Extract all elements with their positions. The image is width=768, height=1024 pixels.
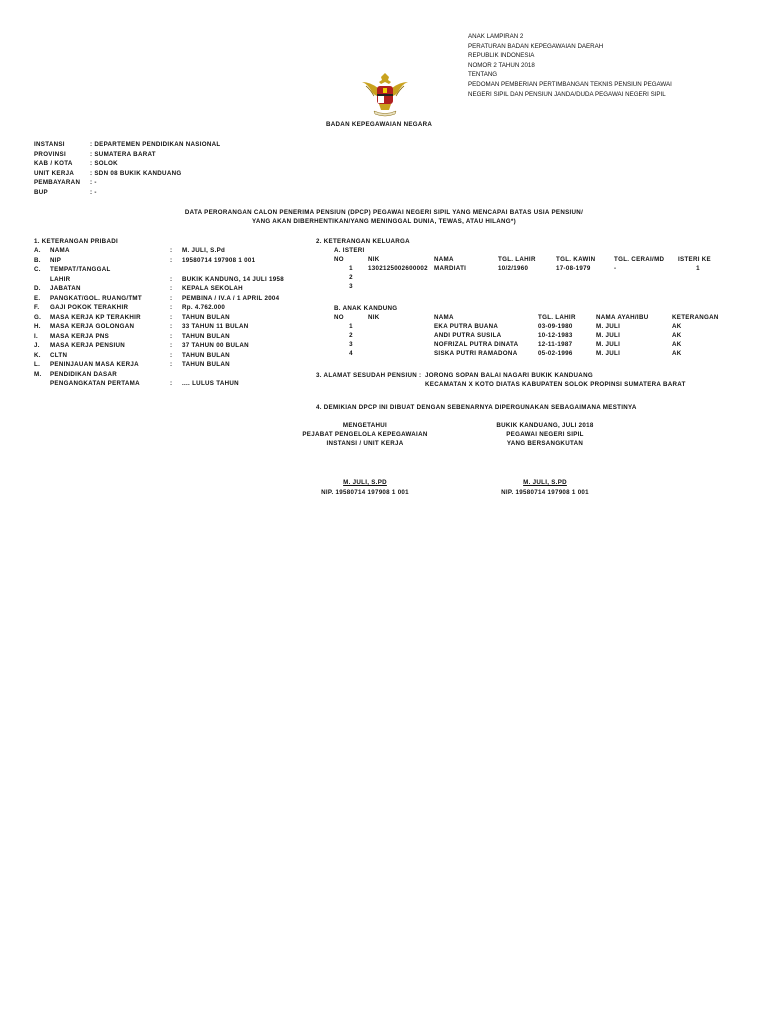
child-cell: SISKA PUTRI RAMADONA [434,350,518,357]
personal-row [34,322,312,332]
signature-left [290,421,440,448]
personal-row-code: M. [34,370,42,378]
personal-row-value: TAHUN BULAN [182,313,230,321]
personal-row-label: PENINJAUAN MASA KERJA [50,361,139,368]
personal-row-colon: : [170,313,173,321]
address-line: KECAMATAN X KOTO DIATAS KABUPATEN SOLOK PROPINSI SUMATERA BARAT [425,381,686,388]
signature-left-nip: NIP. 19580714 197908 1 001 [321,489,409,496]
personal-row [34,370,312,380]
personal-row [34,341,312,351]
personal-row-label: MASA KERJA PNS [50,332,110,340]
personal-rows [34,246,312,389]
personal-row-label: PENDIDIKAN DASAR [50,370,118,378]
personal-row-value: TAHUN BULAN [182,351,230,359]
personal-row-value: TAHUN BULAN [182,332,230,340]
attachment-line: TENTANG [468,71,498,79]
spouse-row [334,282,718,291]
children-table [334,313,722,358]
institution-label: PROVINSI [34,150,66,158]
child-cell: 12-11-1987 [538,341,573,348]
personal-row-code: E. [34,294,41,302]
child-cell: 1 [349,323,353,330]
personal-row-colon: : [170,304,173,311]
child-cell: 3 [349,341,353,348]
children-column-header: TGL. LAHIR [538,314,576,321]
institution-row [34,159,221,169]
spouse-cell: 3 [349,283,353,290]
institution-value: : - [90,188,97,196]
spouse-cell: - [614,265,617,272]
signature-line: PEGAWAI NEGERI SIPIL [506,431,584,438]
personal-row-value: TAHUN BULAN [182,361,230,368]
signature-right-nip: NIP. 19580714 197908 1 001 [501,489,589,496]
personal-row-label: GAJI POKOK TERAKHIR [50,304,129,311]
spouse-cell: 10/2/1960 [498,265,529,272]
personal-row-label: JABATAN [50,285,81,292]
institution-label: INSTANSI [34,141,65,148]
children-column-header: NAMA AYAH/IBU [596,314,649,321]
personal-row-colon: : [170,247,173,254]
personal-row-label: MASA KERJA PENSIUN [50,342,126,349]
spouse-cell: 1 [349,265,353,272]
attachment-line: PEDOMAN PEMBERIAN PERTIMBANGAN TEKNIS PENSIUN PEGAWAI [468,80,672,88]
child-cell: ANDI PUTRA SUSILA [434,332,502,339]
personal-row [34,246,312,256]
spouse-column-header: NIK [368,256,380,263]
personal-row-code: H. [34,323,41,330]
institution-label: KAB / KOTA [34,160,73,167]
spouse-table-header [334,255,718,264]
personal-row-colon: : [170,323,173,330]
spouse-column-header: TGL. LAHIR [498,256,536,263]
personal-row-value: .... LULUS TAHUN [182,380,239,387]
personal-row-label: CLTN [50,351,68,359]
institution-label: PEMBAYARAN [34,179,81,186]
institution-label: BUP [34,188,48,196]
document-title-line: YANG AKAN DIBERHENTIKAN/YANG MENINGGAL DUNIA, TEWAS, ATAU HILANG*) [252,218,516,225]
document-title-line: DATA PERORANGAN CALON PENERIMA PENSIUN (DPCP) PEGAWAI NEGERI SIPIL YANG MENCAPAI BATAS USIA PENSIUN/ [184,209,584,216]
personal-row-colon: : [170,380,173,387]
personal-row-value: 37 TAHUN 00 BULAN [182,342,249,349]
child-cell: 05-02-1996 [538,350,573,357]
address-label: 3. ALAMAT SESUDAH PENSIUN : [316,372,422,379]
personal-row-value: Rp. 4.762.000 [182,304,226,311]
personal-row-value: KEPALA SEKOLAH [182,285,243,292]
child-cell: AK [672,323,682,330]
institution-label: UNIT KERJA [34,169,75,177]
spouse-row [334,264,718,273]
spouse-heading: A. ISTERI [334,247,365,254]
children-table-header [334,313,722,322]
statement: 4. DEMIKIAN DPCP INI DIBUAT DENGAN SEBENARNYA DIPERGUNAKAN SEBAGAIMANA MESTINYA [316,404,637,411]
signature-right [470,421,620,448]
child-cell: NOFRIZAL PUTRA DINATA [434,341,519,348]
family-heading: 2. KETERANGAN KELUARGA [316,238,410,245]
institution-block [34,140,221,197]
personal-heading: 1. KETERANGAN PRIBADI [34,238,118,245]
child-cell: AK [672,350,682,357]
personal-row [34,313,312,323]
personal-row [34,275,312,285]
personal-row [34,265,312,275]
institution-row [34,140,221,150]
spouse-column-header: TGL. KAWIN [556,256,596,263]
personal-row [34,360,312,370]
spouse-column-header: ISTERI KE [678,256,711,263]
personal-row-colon: : [170,294,173,302]
signature-line: BUKIK KANDUANG, JULI 2018 [496,422,594,429]
attachment-line: PERATURAN BADAN KEPEGAWAIAN DAERAH [468,42,604,50]
address-line: JORONG SOPAN BALAI NAGARI BUKIK KANDUANG [425,372,593,379]
attachment-block [468,32,672,99]
institution-value: : - [90,179,97,186]
child-cell: 10-12-1983 [538,332,573,339]
personal-row-label: NAMA [50,247,70,254]
personal-row-colon: : [170,351,173,359]
personal-row-label: TEMPAT/TANGGAL [50,266,111,273]
personal-row-colon: : [170,285,173,292]
spouse-cell: 1302125002600002 [368,265,428,272]
spouse-column-header: NO [334,256,344,263]
spouse-column-header: NAMA [434,256,454,263]
spouse-cell: MARDIATI [434,265,467,272]
children-column-header: NO [334,314,344,321]
personal-row-label: MASA KERJA GOLONGAN [50,323,135,330]
personal-row-value: BUKIK KANDUNG, 14 JULI 1958 [182,275,284,283]
child-row [334,349,722,358]
child-cell: M. JULI [596,332,621,339]
personal-row-label: NIP [50,256,62,264]
child-cell: 2 [349,332,353,339]
institution-value: : SUMATERA BARAT [90,150,156,158]
personal-row-code: B. [34,256,41,264]
spouse-column-header: TGL. CERAI/MD [614,256,665,263]
personal-row-colon: : [170,361,173,368]
personal-row-code: L. [34,361,41,368]
signature-line: INSTANSI / UNIT KERJA [326,440,404,447]
personal-row-label: MASA KERJA KP TERAKHIR [50,313,141,321]
garuda-emblem-icon [360,70,410,118]
personal-row-code: F. [34,304,40,311]
signature-right-name: M. JULI, S.PD [523,479,567,486]
child-cell: M. JULI [596,323,621,330]
institution-value: : SOLOK [90,160,118,167]
signature-line: MENGETAHUI [342,422,388,429]
personal-row-colon: : [170,342,173,349]
personal-row-code: G. [34,313,42,321]
personal-row [34,351,312,361]
personal-row-colon: : [170,256,173,264]
institution-row [34,150,221,160]
spouse-cell: 1 [696,265,700,272]
attachment-line: NOMOR 2 TAHUN 2018 [468,61,535,69]
spouse-row [334,273,718,282]
personal-row-code: K. [34,351,41,359]
institution-value: : DEPARTEMEN PENDIDIKAN NASIONAL [90,141,221,148]
spouse-cell: 17-08-1979 [556,265,591,272]
personal-row [34,284,312,294]
signature-line: PEJABAT PENGELOLA KEPEGAWAIAN [302,431,428,438]
child-cell: 03-09-1980 [538,323,573,330]
spouse-cell: 2 [349,274,353,281]
children-column-header: KETERANGAN [672,314,719,321]
institution-row [34,178,221,188]
personal-row [34,256,312,266]
child-row [334,331,722,340]
spouse-table [334,255,718,291]
personal-row-code: D. [34,285,41,292]
personal-row-code: J. [34,342,40,349]
child-cell: M. JULI [596,350,621,357]
institution-row [34,169,221,179]
signature-line: YANG BERSANGKUTAN [506,440,584,447]
attachment-line: ANAK LAMPIRAN 2 [468,33,524,40]
personal-row [34,379,312,389]
child-cell: AK [672,332,682,339]
personal-row-label: PANGKAT/GOL. RUANG/TMT [50,294,142,302]
child-cell: 4 [349,350,353,357]
personal-row-code: I. [34,332,39,340]
child-cell: AK [672,341,682,348]
document-title [0,208,768,226]
personal-row-label: PENGANGKATAN PERTAMA [50,380,140,387]
institution-value: : SDN 08 BUKIK KANDUANG [90,169,182,177]
personal-row-colon: : [170,332,173,340]
personal-row-colon: : [170,275,173,283]
personal-row-value: 33 TAHUN 11 BULAN [182,323,249,330]
personal-row [34,303,312,313]
personal-row-code: C. [34,266,41,273]
children-column-header: NAMA [434,314,454,321]
agency-title: BADAN KEPEGAWAIAN NEGARA [326,121,433,128]
personal-row [34,294,312,304]
personal-row-value: M. JULI, S.Pd [182,247,226,254]
children-column-header: NIK [368,314,380,321]
personal-row-label: LAHIR [50,275,71,283]
personal-row-code: A. [34,247,41,254]
attachment-line: REPUBLIK INDONESIA [468,52,535,60]
personal-row [34,332,312,342]
personal-row-value: PEMBINA / IV.A / 1 APRIL 2004 [182,294,280,302]
personal-row-value: 19580714 197908 1 001 [182,256,256,264]
signature-left-name: M. JULI, S.PD [343,479,387,486]
child-row [334,322,722,331]
attachment-line: NEGERI SIPIL DAN PENSIUN JANDA/DUDA PEGAWAI NEGERI SIPIL [468,90,666,98]
child-row [334,340,722,349]
child-cell: EKA PUTRA BUANA [434,323,499,330]
children-heading: B. ANAK KANDUNG [334,305,398,312]
child-cell: M. JULI [596,341,621,348]
institution-row [34,188,221,198]
